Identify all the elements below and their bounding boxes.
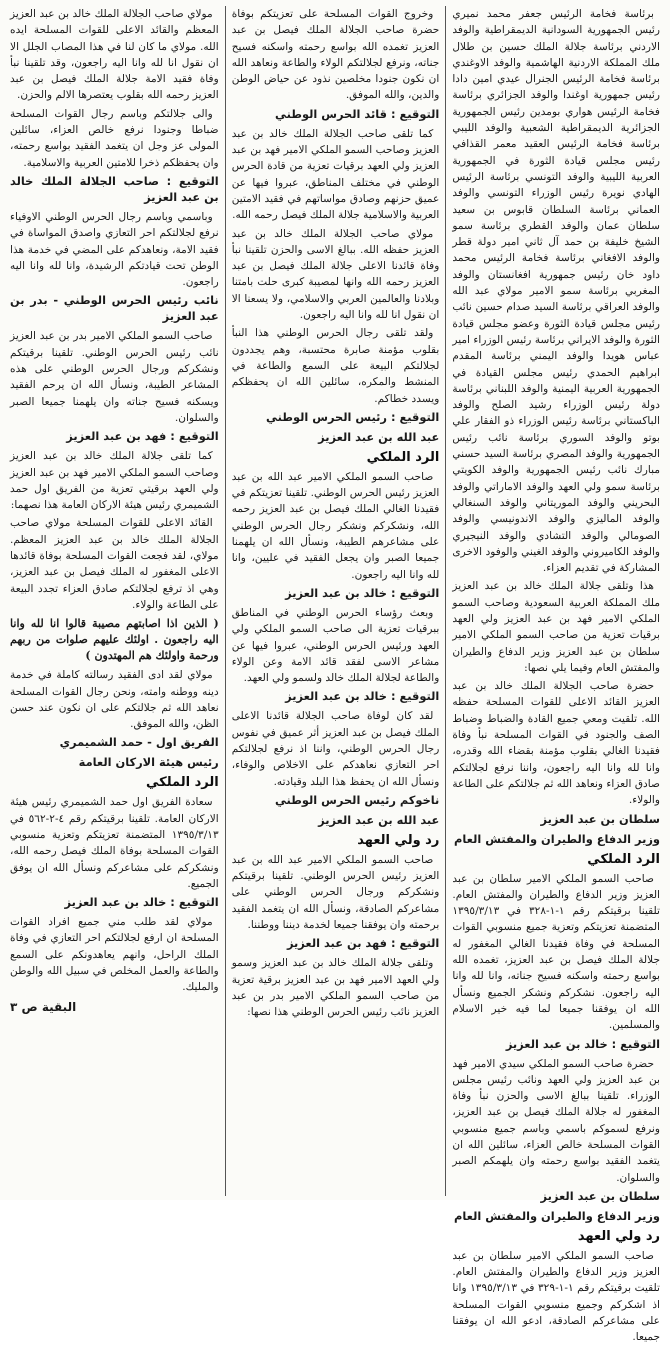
signature-line: نائب رئيس الحرس الوطني - بدر بن عبد العزيز xyxy=(10,293,219,324)
article-paragraph: حضرة صاحب السمو الملكي سيدي الامير فهد بن عبد العزيز ولي العهد ونائب رئيس مجلس الوزراء. تلقينا ببالغ الاسى والحزن نبأ وفاة المغفور له جلالة الملك فيصل بن عبد العزيز، ونرفع لسموكم باسمي وباسم جميع منسوبي القوات المسلحة خالص العزاء، سائلين الله ان يتغمد الفقيد بواسع رحمته وان يلهمكم الصبر والسلوان. xyxy=(452,1057,660,1184)
article-paragraph: والى جلالتكم وباسم رجال القوات المسلحة ضباطا وجنودا نرفع خالص العزاء، سائلين المولى عز وجل ان يتغمد الفقيد بواسع رحمته، وان يحفظكم ذخرا للامتين العربية والاسلامية. xyxy=(10,107,219,169)
signature-line: عبد الله بن عبد العزيز xyxy=(318,429,440,444)
signature-line: التوقيع : فهد بن عبد العزيز xyxy=(66,429,219,444)
section-heading: الرد الملكي xyxy=(366,449,440,465)
section-heading: الرد الملكي xyxy=(145,775,219,791)
section-heading: رد ولي العهد xyxy=(357,832,440,848)
article-paragraph: صاحب السمو الملكي الامير سلطان بن عبد العزيز وزير الدفاع والطيران والمفتش العام. تلقيت برقيتكم رقم ١-١-٣٢٩ في ١٣٩٥/٣/١٣ وانا اذ اشكركم وجميع منسوبي القوات المسلحة على مشاعركم الصادقة، ادعو الله ان يوفقنا جميعا. xyxy=(452,1249,660,1344)
signature-line: التوقيع : خالد بن عبد العزيز xyxy=(505,1036,660,1051)
article-paragraph: برئاسة فخامة الرئيس جعفر محمد نميري رئيس الجمهورية السودانية الديمقراطية والوفد الاردني برئاسة جلالة الملك حسين بن طلال ملك المملكة الاردنية الهاشمية والوفد الاوغندي برئاسة فخامة الرئيس الجنرال عيدي امين دادا رئيس جمهورية اوغندا والوفد الجزائري برئاسة فخامة الرئيس هواري بومدين رئيس الجمهورية الجزائرية الديمقراطية الشعبية والوفد الليبي برئاسة فخامة الرئيس العقيد معمر القذافي رئيس مجلس قيادة الثورة في الجمهورية العربية الليبية والوفد التونسي برئاسة الرئيس الهادي نويرة رئيس الوزراء التونسي والوفد العماني برئاسة السلطان قابوس بن سعيد سلطان عمان والوفد القطري برئاسة سمو الشيخ خليفة بن حمد آل ثاني امير دولة قطر والوفد الافغاني برئاسة فخامة الرئيس محمد داود خان رئيس جمهورية افغانستان والوفد المغربي برئاسة سمو الامير مولاي عبد الله والوفد العراقي برئاسة السيد صدام حسين نائب رئيس مجلس قيادة الثورة وعضو مجلس قيادة الثورة والوفد الايراني برئاسة رئيس الوزراء امير عباس هويدا والوفد اليمني برئاسة المقدم ابراهيم الحمدي رئيس مجلس القيادة في الجمهورية العربية اليمنية والوفد اللبناني برئاسة دولة رئيس الوزراء رشيد الصلح والوفد الباكستاني برئاسة رئيس الوزراء ذو الفقار علي بوتو والوفد السوري برئاسة نائب رئيس الجمهورية والوفد المصري برئاسة السيد حسني مبارك نائب رئيس الجمهورية والوفد الكويتي برئاسة سمو ولي العهد والوفد الاماراتي والوفد البحريني والوفد الموريتاني والوفد السنغالي والوفد الماليزي والوفد الاندونيسي والوفد الصومالي والوفد التشادي والوفد النيجيري والوفد الكاميروني والوفد الغيني والوفود الاخرى المشاركة في تقديم العزاء. xyxy=(452,8,660,575)
signature-line: التوقيع : قائد الحرس الوطني xyxy=(275,106,440,121)
signature-line: التوقيع : خالد بن عبد العزيز xyxy=(285,689,440,704)
column-left xyxy=(4,6,225,1196)
continued-note: البقية ص ٣ xyxy=(10,999,77,1014)
article-paragraph: وخروج القوات المسلحة على تعزيتكم بوفاة حضرة صاحب الجلالة الملك فيصل بن عبد العزيز تغمده الله بواسع رحمته واسكنه فسيح جناته، ونرفع لجلالتكم الولاء والطاعة ونعاهد الله ان نكون جنودا مخلصين نذود عن حياض الوطن والدين، والله الموفق. xyxy=(231,8,440,102)
article-paragraph: مولاي صاحب الجلالة الملك خالد بن عبد العزيز حفظه الله. ببالغ الاسى والحزن تلقينا نبأ وفاة قائدنا الاعلى جلالة الملك فيصل بن عبد العزيز رحمه الله وانها لمصيبة كبرى حلت بامتنا وبلادنا والعالمين العربي والاسلامي، ولا يسعنا الا ان نقول انا لله وانا اليه راجعون. xyxy=(231,227,440,322)
signature-line: سلطان بن عبد العزيز xyxy=(540,811,660,826)
quran-verse: ( الذين اذا اصابتهم مصيبة قالوا انا لله وانا اليه راجعون . اولئك عليهم صلوات من ربهم ورحمة واولئك هم المهتدون ) xyxy=(10,617,219,663)
signature-line: التوقيع : صاحب الجلالة الملك خالد بن عبد العزيز xyxy=(10,173,219,204)
article-paragraph: صاحب السمو الملكي الامير عبد الله بن عبد العزيز رئيس الحرس الوطني. تلقينا برقيتكم ونشكركم ورجال الحرس الوطني على مشاعركم الصادقة، ونسأل الله ان يتغمد الفقيد برحمته وان يوفقنا جميعا لخدمة ديننا ووطننا. xyxy=(231,853,440,932)
article-paragraph: صاحب السمو الملكي الامير بدر بن عبد العزيز نائب رئيس الحرس الوطني. تلقينا برقيتكم ونشكركم ورجال الحرس الوطني على هذه المشاعر الطيبة، ونسأل الله ان يرحم الفقيد ويسكنه فسيح جناته وان يلهمنا جميعا الصبر والسلوان. xyxy=(10,330,219,424)
article-paragraph: هذا وتلقى جلالة الملك خالد بن عبد العزيز ملك المملكة العربية السعودية وصاحب السمو الملكي الامير فهد بن عبد العزيز ولي العهد برقيات تعزية من صاحب السمو الملكي الامير سلطان بن عبد العزيز وزير الدفاع والطيران والمفتش العام وفيما يلي نصها: xyxy=(452,580,660,674)
article-paragraph: مولاي لقد طلب مني جميع افراد القوات المسلحة ان ارفع لجلالتكم احر التعازي في وفاة الملك الراحل، وانهم يعاهدونكم على السمع والطاعة والعمل المخلص في سبيل الله والوطن والمليك. xyxy=(10,916,219,994)
signature-line: وزير الدفاع والطيران والمفتش العام xyxy=(454,1208,660,1223)
article-paragraph: لقد كان لوفاة صاحب الجلالة قائدنا الاعلى الملك فيصل بن عبد العزيز أثر عميق في نفوس رجال الحرس الوطني، واننا اذ نرفع لجلالتكم احر التعازي نعاهدكم على الاخلاص والوفاء، ونسأل الله ان يحفظ هذا البلد وقيادته. xyxy=(231,710,440,788)
column-middle xyxy=(225,6,446,1196)
signature-line: ناخوكم رئيس الحرس الوطني xyxy=(274,792,440,807)
signature-line: التوقيع : خالد بن عبد العزيز xyxy=(64,895,219,910)
section-heading: رد ولي العهد xyxy=(577,1228,660,1244)
section-heading: الرد الملكي xyxy=(587,851,660,867)
article-paragraph: كما تلقى جلالة الملك خالد بن عبد العزيز وصاحب السمو الملكي الامير فهد بن عبد العزيز ولي العهد برقيتي تعزية من الفريق اول حمد الشميمري رئيس هيئة الاركان العامة هذا نصهما: xyxy=(10,450,219,512)
article-paragraph: كما تلقى صاحب الجلالة الملك خالد بن عبد العزيز وصاحب السمو الملكي الامير فهد بن عبد العزيز ولي العهد برقيات تعزية من قادة الحرس الوطني في مختلف المناطق، عبروا فيها عن عميق حزنهم وصادق مواساتهم في فقيد الامتين العربية والاسلامية جلالة الملك فيصل رحمه الله. xyxy=(231,127,440,222)
article-paragraph: القائد الاعلى للقوات المسلحة مولاي صاحب الجلالة الملك خالد بن عبد العزيز المعظم. مولاي، لقد فجعت القوات المسلحة بوفاة قائدها الاعلى المغفور له الملك فيصل بن عبد العزيز، وهي اذ ترفع لجلالتكم صادق العزاء تجدد البيعة على الطاعة والولاء. xyxy=(10,517,219,611)
article-paragraph: مولاي صاحب الجلالة الملك خالد بن عبد العزيز المعظم والقائد الاعلى للقوات المسلحة ايده الله. مولاي ما كان لنا في هذا المصاب الجلل الا ان نقول انا لله وانا اليه راجعون، وقد تلقينا نبأ وفاة فقيد الامة جلالة الملك فيصل بن عبد العزيز رحمه الله بقلوب يعتصرها الالم والحزن. xyxy=(10,8,219,102)
article-paragraph: وبعث رؤساء الحرس الوطني في المناطق ببرقيات تعزية الى صاحب السمو الملكي ولي العهد ورئيس الحرس الوطني، عبروا فيها عن مشاعر الاسى لفقد قائد الامة وعن الولاء والطاعة لجلالة الملك خالد ولسمو ولي العهد. xyxy=(231,606,440,685)
article-paragraph: صاحب السمو الملكي الامير عبد الله بن عبد العزيز رئيس الحرس الوطني. تلقينا تعزيتكم في فقيدنا الغالي الملك فيصل بن عبد العزيز رحمه الله، ونشكركم ونشكر رجال الحرس الوطني على مشاعرهم الطيبة، ونسأل الله ان يلهمنا جميعا الصبر وان يجعل الفقيد في عليين، وانا لله وانا اليه راجعون. xyxy=(231,470,440,581)
article-paragraph: ولقد تلقى رجال الحرس الوطني هذا النبأ بقلوب مؤمنة صابرة محتسبة، وهم يجددون لجلالتكم البيعة على السمع والطاعة في المنشط والمكره، سائلين الله ان يحفظكم ويسدد خطاكم. xyxy=(231,327,440,405)
column-right xyxy=(445,6,666,1344)
article-paragraph: وباسمي وباسم رجال الحرس الوطني الاوفياء نرفع لجلالتكم احر التعازي واصدق المواساة في فقيد الامة، ونعاهدكم على المضي في خدمة هذا الوطن تحت قيادتكم الرشيدة، وانا لله وانا اليه راجعون. xyxy=(10,210,219,289)
signature-line: التوقيع : رئيس الحرس الوطني xyxy=(266,409,440,424)
article-paragraph: صاحب السمو الملكي الامير سلطان بن عبد العزيز وزير الدفاع والطيران والمفتش العام. تلقينا برقيتكم رقم ١-١-٣٢٨ في ١٣٩٥/٣/١٣ المتضمنة تعزيتكم وتعزية جميع منسوبي القوات المسلحة في وفاة فقيدنا الغالي المغفور له جلالة الملك فيصل بن عبد العزيز، تغمده الله بواسع رحمته واسكنه فسيح جناته، وانا لله وانا اليه راجعون. نشكركم ونشكر الجميع ونسأل الله ان يوفقنا جميعا لما فيه خير الاسلام والمسلمين. xyxy=(452,872,661,1032)
signature-line: التوقيع : خالد بن عبد العزيز xyxy=(285,585,440,600)
article-paragraph: وتلقى جلالة الملك خالد بن عبد العزيز وسمو ولي العهد الامير فهد بن عبد العزيز برقية تعزية من صاحب السمو الملكي الامير بدر بن عبد العزيز نائب رئيس الحرس الوطني هذا نصها: xyxy=(231,957,440,1019)
article-paragraph: سعادة الفريق اول حمد الشميمري رئيس هيئة الاركان العامة. تلقينا برقيتكم رقم ٤-٢-٥٦٢ في ١٣٩٥/٣/١٣ المتضمنة تعزيتكم وتعزية منسوبي القوات المسلحة بوفاة الملك فيصل رحمه الله، ونشكركم على مشاعركم ونسأل الله ان يوفق الجميع. xyxy=(10,796,219,890)
article-paragraph: مولاي لقد ادى الفقيد رسالته كاملة في خدمة دينه ووطنه وامته، ونحن رجال القوات المسلحة نعاهد الله ثم جلالتكم على ان نكون عند حسن الظن، والله الموفق. xyxy=(10,669,219,731)
signature-line: التوقيع : فهد بن عبد العزيز xyxy=(286,936,440,951)
signature-line: وزير الدفاع والطيران والمفتش العام xyxy=(454,831,660,846)
signature-line: سلطان بن عبد العزيز xyxy=(540,1188,660,1203)
signature-line: الفريق اول - حمد الشميمري xyxy=(59,735,219,750)
signature-line: رئيس هيئة الاركان العامة xyxy=(78,755,219,770)
article-paragraph: حضرة صاحب الجلالة الملك خالد بن عبد العزيز القائد الاعلى للقوات المسلحة حفظه الله. تلقيت ومعي جميع القادة والضباط وضباط الصف والجنود في القوات المسلحة نبأ وفاة فقيدنا الغالي بقلوب مؤمنة بقضاء الله وقدره، وانا لله وانا اليه راجعون، واننا نرفع لجلالتكم صادق العزاء ونعاهد الله ثم جلالتكم على الطاعة والولاء. xyxy=(452,680,660,807)
signature-line: عبد الله بن عبد العزيز xyxy=(318,812,440,827)
